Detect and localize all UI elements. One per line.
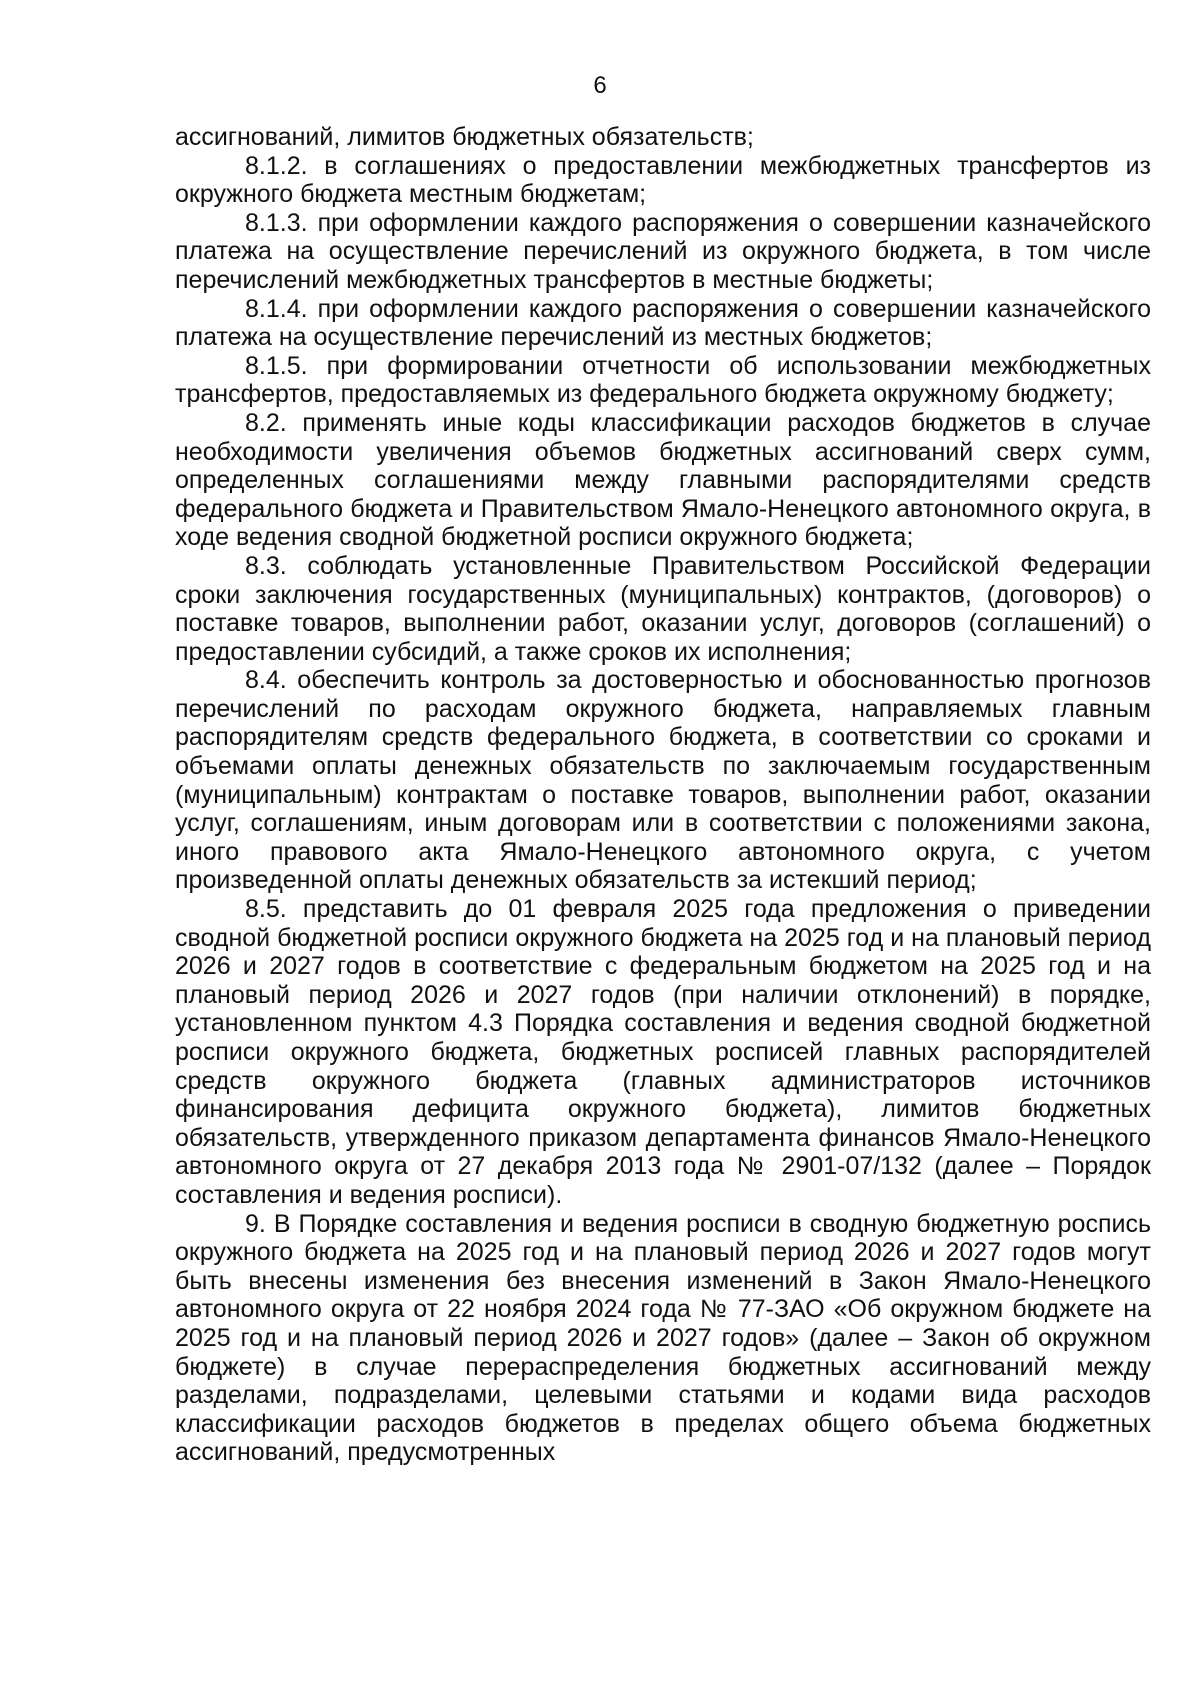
paragraph-8-5: 8.5. представить до 01 февраля 2025 года предложения о приведении сводной бюджетной росписи окружного бюджета на 2025 год и на плановый период 2026 и 2027 годов в соответствие с федеральным бюджетом на 2025 год и на плановый период 2026 и 2027 годов (при наличии отклонений) в порядке, установленном пунктом 4.3 Порядка составления и ведения сводной бюджетной росписи окружного бюджета, бюджетных росписей главных распорядителей средств окружного бюджета (главных администраторов источников финансирования дефицита окружного бюджета), лимитов бюджетных обязательств, утвержденного приказом департамента финансов Ямало-Ненецкого автономного округа от 27 декабря 2013 года № 2901-07/132 (далее – Порядок составления и ведения росписи). xyxy=(175,895,1151,1209)
paragraph-8-1-3: 8.1.3. при оформлении каждого распоряжения о совершении казначейского платежа на осуществление перечислений из окружного бюджета, в том числе перечислений межбюджетных трансфертов в местные бюджеты; xyxy=(175,208,1151,294)
paragraph-continuation: ассигнований, лимитов бюджетных обязательств; xyxy=(175,123,754,151)
page-number: 6 xyxy=(593,72,607,99)
paragraph-8-1-5: 8.1.5. при формировании отчетности об использовании межбюджетных трансфертов, предоставляемых из федерального бюджета окружному бюджету; xyxy=(175,351,1151,409)
document-body xyxy=(175,123,1151,1467)
paragraph-8-2: 8.2. применять иные коды классификации расходов бюджетов в случае необходимости увеличения объемов бюджетных ассигнований сверх сумм, определенных соглашениями между главными распорядителями средств федерального бюджета и Правительством Ямало-Ненецкого автономного округа, в ходе ведения сводной бюджетной росписи окружного бюджета; xyxy=(175,408,1151,552)
paragraph-8-1-4: 8.1.4. при оформлении каждого распоряжения о совершении казначейского платежа на осуществление перечислений из местных бюджетов; xyxy=(175,294,1151,352)
paragraph-9: 9. В Порядке составления и ведения росписи в сводную бюджетную роспись окружного бюджета на 2025 год и на плановый период 2026 и 2027 годов могут быть внесены изменения без внесения изменений в Закон Ямало-Ненецкого автономного округа от 22 ноября 2024 года № 77-ЗАО «Об окружном бюджете на 2025 год и на плановый период 2026 и 2027 годов» (далее – Закон об окружном бюджете) в случае перераспределения бюджетных ассигнований между разделами, подразделами, целевыми статьями и кодами вида расходов классификации расходов бюджетов в пределах общего объема бюджетных ассигнований, предусмотренных xyxy=(175,1209,1151,1467)
paragraph-8-1-2: 8.1.2. в соглашениях о предоставлении межбюджетных трансфертов из окружного бюджета местным бюджетам; xyxy=(175,151,1151,209)
paragraph-8-3: 8.3. соблюдать установленные Правительством Российской Федерации сроки заключения государственных (муниципальных) контрактов, (договоров) о поставке товаров, выполнении работ, оказании услуг, договоров (соглашений) о предоставлении субсидий, а также сроков их исполнения; xyxy=(175,551,1151,666)
paragraph-8-4: 8.4. обеспечить контроль за достоверностью и обоснованностью прогнозов перечислений по расходам окружного бюджета, направляемых главным распорядителям средств федерального бюджета, в соответствии со сроками и объемами оплаты денежных обязательств по заключаемым государственным (муниципальным) контрактам о поставке товаров, выполнении работ, оказании услуг, соглашениям, иным договорам или в соответствии с положениями закона, иного правового акта Ямало-Ненецкого автономного округа, с учетом произведенной оплаты денежных обязательств за истекший период; xyxy=(175,666,1151,895)
